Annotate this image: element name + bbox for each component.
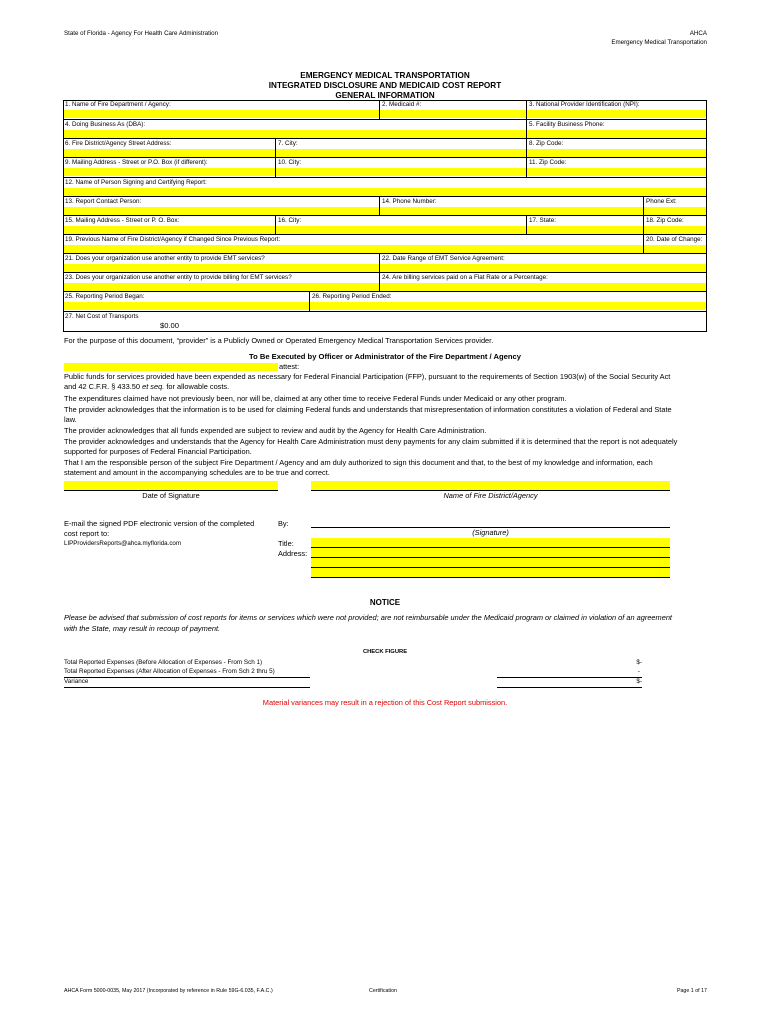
statement-responsible: That I am the responsible person of the subject Fire Department / Agency and am duly authorized to sign this document and that, to the best of my knowledge and information, each: [64, 458, 653, 467]
notice-text-1: Please be advised that submission of cost reports for items or services which were not provided; are not reimbursable under the Medicaid program or claimed in violation of an agreement: [64, 613, 672, 622]
statement-cfr: and 42 C.F.R. § 433.50 et seq. for allowable costs.: [64, 382, 230, 391]
check-row-before: Total Reported Expenses (Before Allocation of Expenses - From Sch 1): [64, 659, 263, 666]
input-row-9[interactable]: [64, 264, 707, 272]
by-label: By:: [278, 519, 289, 528]
notice-heading: NOTICE: [369, 598, 401, 607]
check-figure-heading: CHECK FIGURE: [362, 649, 408, 655]
label-city-10: 10. City:: [278, 159, 302, 166]
footer-section: Certification: [369, 988, 397, 994]
header-agency: State of Florida - Agency For Health Care Administration: [64, 30, 219, 37]
label-other-entity-billing: 23. Does your organization use another entity to provide billing for EMT services?: [65, 274, 292, 281]
address-input-3[interactable]: [311, 568, 670, 577]
input-row-6[interactable]: [64, 207, 707, 215]
statement-deny-payments: The provider acknowledges and understands that the Agency for Health Care Administration must deny payments for any claim submitted if it is determined that the report is not adequately: [64, 437, 678, 446]
label-zip-11: 11. Zip Code:: [529, 159, 567, 166]
label-phone-ext: Phone Ext:: [646, 198, 677, 205]
label-zip-8: 8. Zip Code:: [529, 140, 564, 147]
input-row-5[interactable]: [64, 188, 707, 196]
notice-text-2: with the State, may result in recoup of payment.: [64, 624, 221, 633]
title-input[interactable]: [311, 538, 670, 547]
label-mailing-address-15: 15. Mailing Address - Street or P. O. Box:: [65, 217, 180, 224]
footer-page-number: Page 1 of 17: [676, 988, 707, 994]
header-program: Emergency Medical Transportation: [611, 39, 707, 46]
officer-name-input[interactable]: [64, 363, 278, 371]
label-date-range: 22. Date Range of EMT Service Agreement:: [382, 255, 505, 262]
statement-true-correct: statement and amount in the accompanying schedules are to be true and correct.: [64, 468, 330, 477]
input-row-1[interactable]: [64, 110, 707, 118]
statement-law: law.: [64, 415, 77, 424]
address-input-2[interactable]: [311, 558, 670, 567]
signature-label: (Signature): [472, 528, 509, 537]
label-certifying-person: 12. Name of Person Signing and Certifying Report:: [65, 179, 207, 186]
district-name-input[interactable]: [311, 481, 670, 490]
footer-form-number: AHCA Form 5000-0035, May 2017 (Incorporated by reference in Rule 59G-6.035, F.A.C.): [64, 988, 273, 994]
check-value-variance: $-: [636, 678, 642, 685]
input-row-3[interactable]: [64, 149, 707, 157]
label-net-cost: 27. Net Cost of Transports: [65, 313, 139, 320]
address-input-1[interactable]: [311, 548, 670, 557]
attest-suffix: attest:: [279, 362, 300, 371]
input-row-2[interactable]: [64, 130, 707, 138]
check-row-variance: Variance: [64, 678, 89, 685]
district-name-label: Name of Fire District/Agency: [443, 491, 538, 500]
label-city-7: 7. City:: [278, 140, 298, 147]
label-zip-18: 18. Zip Code:: [646, 217, 684, 224]
label-street-address: 6. Fire District/Agency Street Address:: [65, 140, 172, 147]
label-business-phone: 5. Facility Business Phone:: [529, 121, 605, 128]
label-medicaid-number: 2. Medicaid #:: [382, 101, 422, 108]
date-of-signature-input[interactable]: [64, 481, 278, 490]
label-dba: 4. Doing Business As (DBA):: [65, 121, 146, 128]
label-phone-number: 14. Phone Number:: [382, 198, 437, 205]
label-period-began: 25. Reporting Period Began:: [65, 293, 145, 300]
statement-supported: supported for purposes of Federal Financial Participation.: [64, 447, 252, 456]
label-billing-rate: 24. Are billing services paid on a Flat Rate or a Percentage:: [382, 274, 548, 281]
title-label: Title:: [278, 539, 294, 548]
label-mailing-address: 9. Mailing Address - Street or P.O. Box (if different):: [65, 159, 208, 166]
address-label: Address:: [278, 549, 308, 558]
statement-misrepresentation: The provider acknowledges that the information is to be used for claiming Federal funds and understands that misrepresentation of information constitutes a violation of Federal and State: [64, 405, 672, 414]
date-of-signature-label: Date of Signature: [142, 491, 200, 500]
label-period-ended: 26. Reporting Period Ended:: [312, 293, 392, 300]
input-row-10[interactable]: [64, 283, 707, 291]
email-address-link[interactable]: LIPProvidersReports@ahca.myflorida.com: [64, 540, 182, 547]
email-instruction-2: cost report to:: [64, 529, 110, 538]
form-subtitle: INTEGRATED DISCLOSURE AND MEDICAID COST REPORT: [268, 81, 502, 90]
form-title: EMERGENCY MEDICAL TRANSPORTATION: [300, 71, 470, 80]
check-value-before: $-: [636, 659, 642, 666]
check-row-after: Total Reported Expenses (After Allocation of Expenses - From Sch 2 thru 5): [64, 668, 275, 675]
label-npi: 3. National Provider Identification (NPI):: [529, 101, 640, 108]
section-title: GENERAL INFORMATION: [335, 91, 435, 100]
label-other-entity-emt: 21. Does your organization use another entity to provide EMT services?: [65, 255, 265, 262]
variance-warning: Material variances may result in a rejection of this Cost Report submission.: [262, 698, 508, 707]
header-ahca: AHCA: [689, 30, 707, 37]
executed-heading: To Be Executed by Officer or Administrator of the Fire Department / Agency: [249, 352, 521, 361]
input-row-8[interactable]: [64, 245, 707, 253]
label-contact-person: 13. Report Contact Person:: [65, 198, 142, 205]
label-fire-dept-name: 1. Name of Fire Department / Agency:: [65, 101, 171, 108]
email-instruction: E-mail the signed PDF electronic version of the completed: [64, 519, 255, 528]
input-row-11[interactable]: [64, 302, 707, 310]
purpose-statement: For the purpose of this document, “provider” is a Publicly Owned or Operated Emergency Medical Transportation Services provider.: [64, 336, 494, 345]
statement-not-claimed: The expenditures claimed have not previously been, nor will be, claimed at any other time to receive Federal Funds under Medicaid or any other program.: [64, 394, 567, 403]
input-row-4[interactable]: [64, 168, 707, 176]
input-row-7[interactable]: [64, 226, 707, 234]
label-previous-name: 19. Previous Name of Fire District/Agency if Changed Since Previous Report:: [65, 236, 281, 243]
label-city-16: 16. City:: [278, 217, 302, 224]
statement-ffp: Public funds for services provided have been expended as necessary for Federal Financial Participation (FFP), pursuant to the requirements of Section 1903(w) of the Social Security Act: [64, 372, 671, 381]
check-value-after: -: [637, 668, 640, 675]
label-date-of-change: 20. Date of Change:: [646, 236, 703, 243]
statement-audit: The provider acknowledges that all funds expended are subject to review and audit by the Agency for Health Care Administration.: [64, 426, 487, 435]
label-state: 17. State:: [529, 217, 556, 224]
net-cost-value: $0.00: [160, 321, 180, 330]
